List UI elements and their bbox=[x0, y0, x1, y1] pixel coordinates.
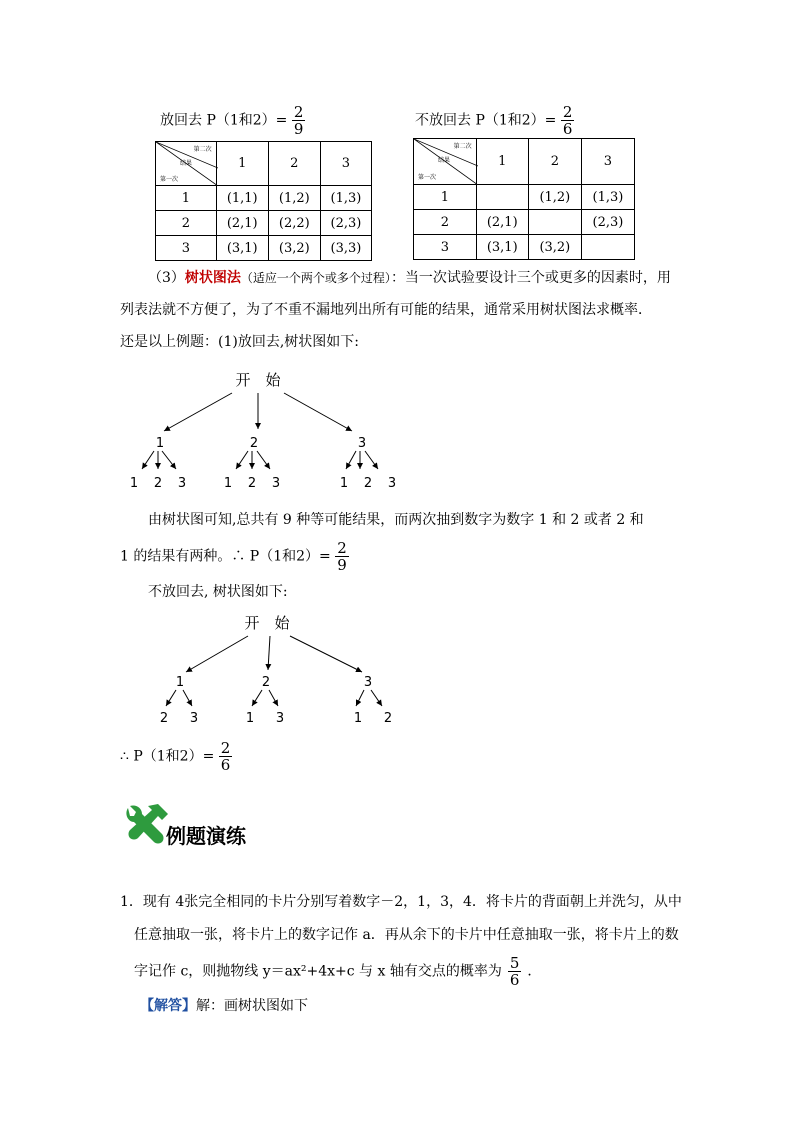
problem1-line1: 1．现有 4张完全相同的卡片分别写着数字－2，1，3，4．将卡片的背面朝上并洗匀，从中 bbox=[120, 894, 682, 910]
problem-text: ． bbox=[527, 963, 542, 980]
table-cell: (3,2) bbox=[528, 235, 581, 260]
table-cell: (3,2) bbox=[268, 236, 320, 261]
caption-text: 放回去 P（1和2）= bbox=[160, 112, 288, 129]
tree-leaf: 2 bbox=[383, 711, 393, 726]
tree-node: 3 bbox=[363, 675, 373, 690]
section3-line1 bbox=[148, 268, 671, 288]
table-row bbox=[414, 235, 635, 260]
table-cell: (2,1) bbox=[476, 210, 528, 235]
tree-node: 1 bbox=[175, 675, 185, 690]
tree-leaf: 2 bbox=[159, 711, 169, 726]
tree-leaf: 3 bbox=[275, 711, 285, 726]
fraction: $\frac{2}{6}$ bbox=[562, 103, 573, 138]
table-cell: (2,3) bbox=[320, 211, 371, 236]
problem1-line3 bbox=[134, 955, 541, 988]
table-cell: (1,2) bbox=[528, 185, 581, 210]
example-banner bbox=[122, 800, 322, 848]
section-title: 树状图法 bbox=[184, 270, 241, 286]
fraction: $\frac{2}{6}$ bbox=[220, 739, 231, 774]
row-label: 2 bbox=[414, 210, 477, 235]
tree-leaf: 3 bbox=[387, 476, 397, 491]
fraction: $\frac{2}{9}$ bbox=[293, 103, 304, 138]
header-first: 第一次 bbox=[418, 174, 437, 181]
fraction: $\frac{5}{6}$ bbox=[509, 954, 520, 989]
column-header: 1 bbox=[476, 139, 528, 185]
answer-label: 【解答】 bbox=[140, 998, 196, 1014]
row-label: 3 bbox=[156, 236, 217, 261]
table-cell: (2,2) bbox=[268, 211, 320, 236]
tree-node: 3 bbox=[357, 436, 367, 451]
fraction: $\frac{2}{9}$ bbox=[337, 539, 347, 574]
table-cell: (1,1) bbox=[216, 186, 268, 211]
tree-node: 1 bbox=[155, 436, 165, 451]
diagonal-header-cell bbox=[156, 142, 217, 186]
table-cell bbox=[528, 210, 581, 235]
tree-leaf: 2 bbox=[153, 476, 163, 491]
row-label: 1 bbox=[156, 186, 217, 211]
conclusion1-line1: 由树状图可知,总共有 9 种等可能结果，而两次抽到数字为数字 1 和 2 或者 2 和 bbox=[148, 512, 644, 528]
table-cell: (1,3) bbox=[581, 185, 634, 210]
table-cell: (2,1) bbox=[216, 211, 268, 236]
table-cell: (3,1) bbox=[216, 236, 268, 261]
table-without-replacement bbox=[413, 138, 635, 260]
section3-line2: 列表法就不方便了，为了不重不漏地列出所有可能的结果，通常采用树状图法求概率． bbox=[120, 302, 652, 318]
conclusion1-line2 bbox=[120, 540, 349, 573]
tools-icon bbox=[122, 800, 172, 848]
section-text: ：当一次试验要设计三个或更多的因素时，用 bbox=[390, 270, 671, 286]
section-number: （3） bbox=[148, 270, 185, 286]
row-label: 1 bbox=[414, 185, 477, 210]
tree-root: 开 始 bbox=[244, 614, 290, 632]
tree-leaf: 1 bbox=[353, 711, 363, 726]
conclusion-text: ∴ P（1和2）= bbox=[120, 748, 215, 765]
row-label: 3 bbox=[414, 235, 477, 260]
table-cell: (3,1) bbox=[476, 235, 528, 260]
section3-line3: 还是以上例题：(1)放回去,树状图如下: bbox=[120, 334, 359, 350]
intro-tree2: 不放回去, 树状图如下: bbox=[148, 584, 288, 600]
table-cell: (1,3) bbox=[320, 186, 371, 211]
section-note: （适应一个两个或多个过程） bbox=[240, 271, 391, 285]
tree-leaf: 2 bbox=[247, 476, 257, 491]
table-row bbox=[156, 211, 372, 236]
column-header: 3 bbox=[581, 139, 634, 185]
header-second: 第二次 bbox=[453, 143, 472, 150]
table-cell: (2,3) bbox=[581, 210, 634, 235]
tree-root: 开 始 bbox=[235, 371, 281, 389]
column-header: 1 bbox=[216, 142, 268, 186]
tree-leaf: 1 bbox=[245, 711, 255, 726]
answer-blank bbox=[502, 955, 528, 988]
column-header: 3 bbox=[320, 142, 371, 186]
tree-leaf: 1 bbox=[129, 476, 139, 491]
tree-leaf: 3 bbox=[271, 476, 281, 491]
table-row bbox=[414, 185, 635, 210]
table-with-replacement bbox=[155, 141, 372, 261]
tree-node: 2 bbox=[249, 436, 259, 451]
row-label: 2 bbox=[156, 211, 217, 236]
tree-diagram-with-replacement bbox=[120, 365, 420, 495]
conclusion2 bbox=[120, 740, 232, 773]
tree-node: 2 bbox=[261, 675, 271, 690]
tree-leaf: 1 bbox=[339, 476, 349, 491]
table-row bbox=[156, 236, 372, 261]
header-result: 结果 bbox=[438, 157, 451, 164]
header-result: 结果 bbox=[180, 160, 193, 167]
table-row bbox=[156, 186, 372, 211]
tree-leaf: 3 bbox=[177, 476, 187, 491]
table-cell bbox=[581, 235, 634, 260]
header-second: 第二次 bbox=[193, 146, 212, 153]
tree-leaf: 2 bbox=[363, 476, 373, 491]
answer-line bbox=[140, 996, 308, 1016]
table-cell: (1,2) bbox=[268, 186, 320, 211]
table-cell bbox=[476, 185, 528, 210]
column-header: 2 bbox=[268, 142, 320, 186]
banner-title: 例题演练 bbox=[166, 824, 246, 848]
caption-with-replacement bbox=[160, 104, 305, 137]
table-row bbox=[414, 210, 635, 235]
diagonal-header-cell bbox=[414, 139, 477, 185]
answer-text: 解：画树状图如下 bbox=[196, 998, 308, 1014]
caption-without-replacement bbox=[415, 104, 574, 137]
header-first: 第一次 bbox=[160, 176, 179, 183]
tree-leaf: 1 bbox=[223, 476, 233, 491]
table-cell: (3,3) bbox=[320, 236, 371, 261]
tree-leaf: 3 bbox=[189, 711, 199, 726]
problem1-line2: 任意抽取一张，将卡片上的数字记作 a．再从余下的卡片中任意抽取一张，将卡片上的数 bbox=[134, 927, 679, 943]
tree-diagram-without-replacement bbox=[150, 608, 410, 728]
problem-text: 字记作 c，则抛物线 y＝ax²+4x+c 与 x 轴有交点的概率为 bbox=[134, 963, 502, 980]
caption-text: 不放回去 P（1和2）= bbox=[415, 112, 557, 129]
column-header: 2 bbox=[528, 139, 581, 185]
conclusion-text: 1 的结果有两种。∴ P（1和2）= bbox=[120, 548, 331, 565]
